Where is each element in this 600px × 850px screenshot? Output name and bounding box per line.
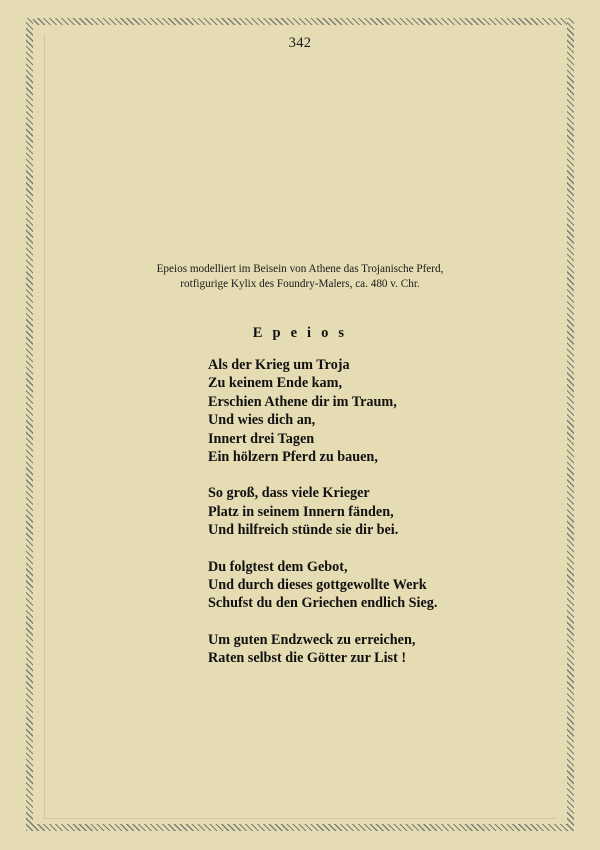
image-caption <box>0 262 600 292</box>
poem-line: Erschien Athene dir im Traum, <box>208 393 397 410</box>
poem-line: So groß, dass viele Krieger <box>208 485 370 502</box>
poem-line: Platz in seinem Innern fänden, <box>208 503 394 520</box>
image-caption-line-1: Epeios modelliert im Beisein von Athene das Trojanische Pferd, <box>156 263 444 275</box>
poem-line: Raten selbst die Götter zur List ! <box>208 650 407 667</box>
poem-line: Als der Krieg um Troja <box>208 357 350 373</box>
decorative-border-top <box>26 18 574 25</box>
poem-line: Ein hölzern Pferd zu bauen, <box>208 449 378 466</box>
inner-rule-left <box>44 34 45 818</box>
poem-stanza <box>208 631 548 668</box>
poem-body <box>208 356 548 668</box>
poem-line: Und durch dieses gottgewollte Werk <box>208 577 427 594</box>
poem-line: Um guten Endzweck zu erreichen, <box>208 631 416 648</box>
poem-line: Zu keinem Ende kam, <box>208 375 343 392</box>
decorative-border-right <box>567 18 574 831</box>
poem-line: Innert drei Tagen <box>208 430 315 447</box>
poem-stanza <box>208 484 548 539</box>
poem-line: Und wies dich an, <box>208 412 316 429</box>
decorative-border-left <box>26 18 33 831</box>
page-number: 342 <box>288 35 312 51</box>
image-caption-line-2: rotfigurige Kylix des Foundry-Malers, ca. 480 v. Chr. <box>180 278 420 291</box>
inner-rule-bottom <box>44 818 556 819</box>
poem-line: Und hilfreich stünde sie dir bei. <box>208 522 399 539</box>
poem-title: E p e i o s <box>252 325 348 341</box>
poem-line: Du folgtest dem Gebot, <box>208 558 348 575</box>
poem-line: Schufst du den Griechen endlich Sieg. <box>208 595 438 612</box>
poem-stanza <box>208 356 548 466</box>
poem-stanza <box>208 558 548 613</box>
decorative-border-bottom <box>26 824 574 831</box>
